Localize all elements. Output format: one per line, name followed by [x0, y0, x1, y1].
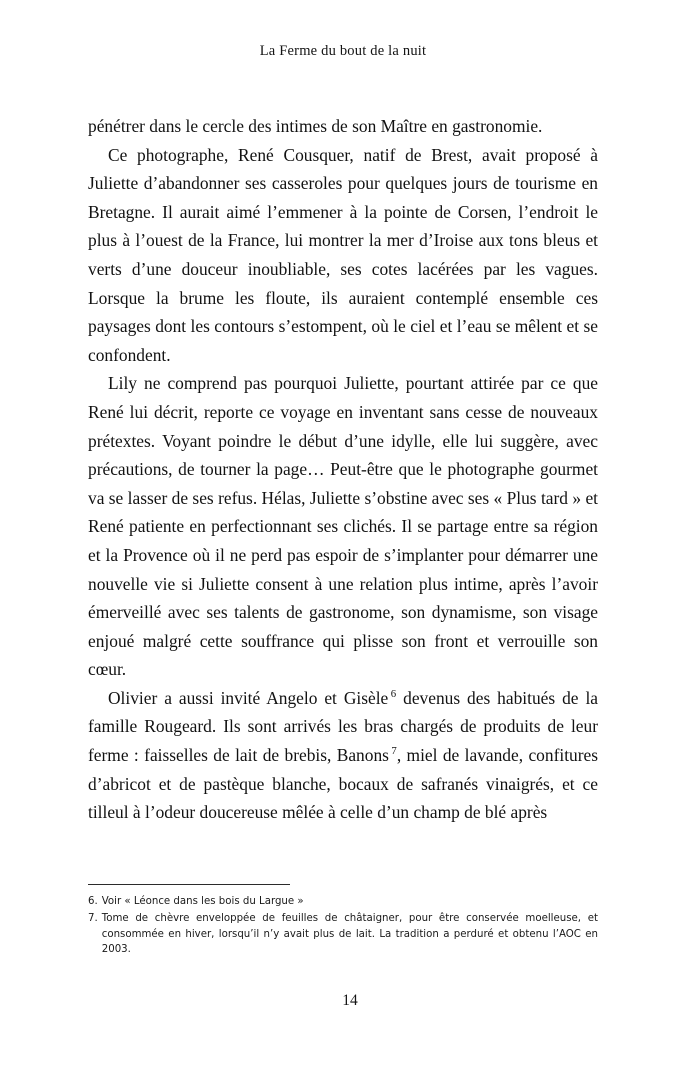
paragraph-4-text-a: Olivier a aussi invité Angelo et Gisèle — [108, 687, 389, 708]
footnote-7-number: 7. — [88, 913, 98, 925]
running-head: La Ferme du bout de la nuit — [259, 43, 427, 59]
footnotes-section — [88, 884, 598, 960]
page-number: 14 — [342, 992, 358, 1009]
footnote-6-text: Voir « Léonce dans les bois du Largue » — [101, 896, 304, 907]
footnote-ref-6[interactable]: 6 — [390, 688, 397, 701]
paragraph-4-text-b: devenus des habitués de la famille Rougeard. Ils sont arrivés les bras chargés de produits de leur ferme : faisselles de lait de brebis, Banons — [88, 687, 599, 766]
paragraph-1: pénétrer dans le cercle des intimes de son Maître en gastronomie. — [88, 116, 543, 136]
footnote-7-text: Tome de chèvre enveloppée de feuilles de châtaigner, pour être conservée moelleuse, et consommée en hiver, lorsqu’il n’y avait plus de lait. La tradition a perduré et obtenu l’AOC en 2003. — [101, 913, 598, 956]
paragraph-4 — [88, 684, 598, 827]
footnote-6 — [88, 894, 598, 909]
footnote-6-number: 6. — [88, 896, 98, 907]
paragraph-4-text-c: , miel de lavande, confitures d’abricot et de pastèque blanche, bocaux de safranés vinaigrés, et ce tilleul à l’odeur doucereuse mêlée à celle d’un champ de blé après — [88, 745, 598, 823]
footnote-separator-rule — [88, 884, 290, 885]
paragraph-3: Lily ne comprend pas pourquoi Juliette, pourtant attirée par ce que René lui décrit, reporte ce voyage en inventant sans cesse de nouveaux prétextes. Voyant poindre le début d’une idylle, elle lui suggère, avec précautions, de tourner la page… Peut-être que le photographe gourmet va se lasser de ses refus. Hélas, Juliette s’obstine avec ses « Plus tard » et René patiente en perfectionnant ses clichés. Il se partage entre sa région et la Provence où il ne perd pas espoir de s’implanter pour démarrer une nouvelle vie si Juliette consent à une relation plus intime, après l’avoir émerveillé avec ses talents de gastronome, son dynamisme, son visage enjoué malgré cette souffrance qui plisse son front et verrouille son cœur. — [88, 373, 598, 680]
footnote-7 — [88, 911, 598, 957]
body-text-block — [88, 112, 598, 827]
paragraph-2: Ce photographe, René Cousquer, natif de Brest, avait proposé à Juliette d’abandonner ses casseroles pour quelques jours de tourisme en Bretagne. Il aurait aimé l’emmener à la pointe de Corsen, l’endroit le plus à l’ouest de la France, lui montrer la mer d’Iroise aux tons bleus et verts d’une douceur inoubliable, ses cotes lacérées par les vagues. Lorsque la brume les floute, ils auraient contemplé ensemble ces paysages dont les contours s’estompent, où le ciel et l’eau se mêlent et se confondent. — [88, 144, 598, 365]
footnote-ref-7[interactable]: 7 — [391, 745, 397, 758]
